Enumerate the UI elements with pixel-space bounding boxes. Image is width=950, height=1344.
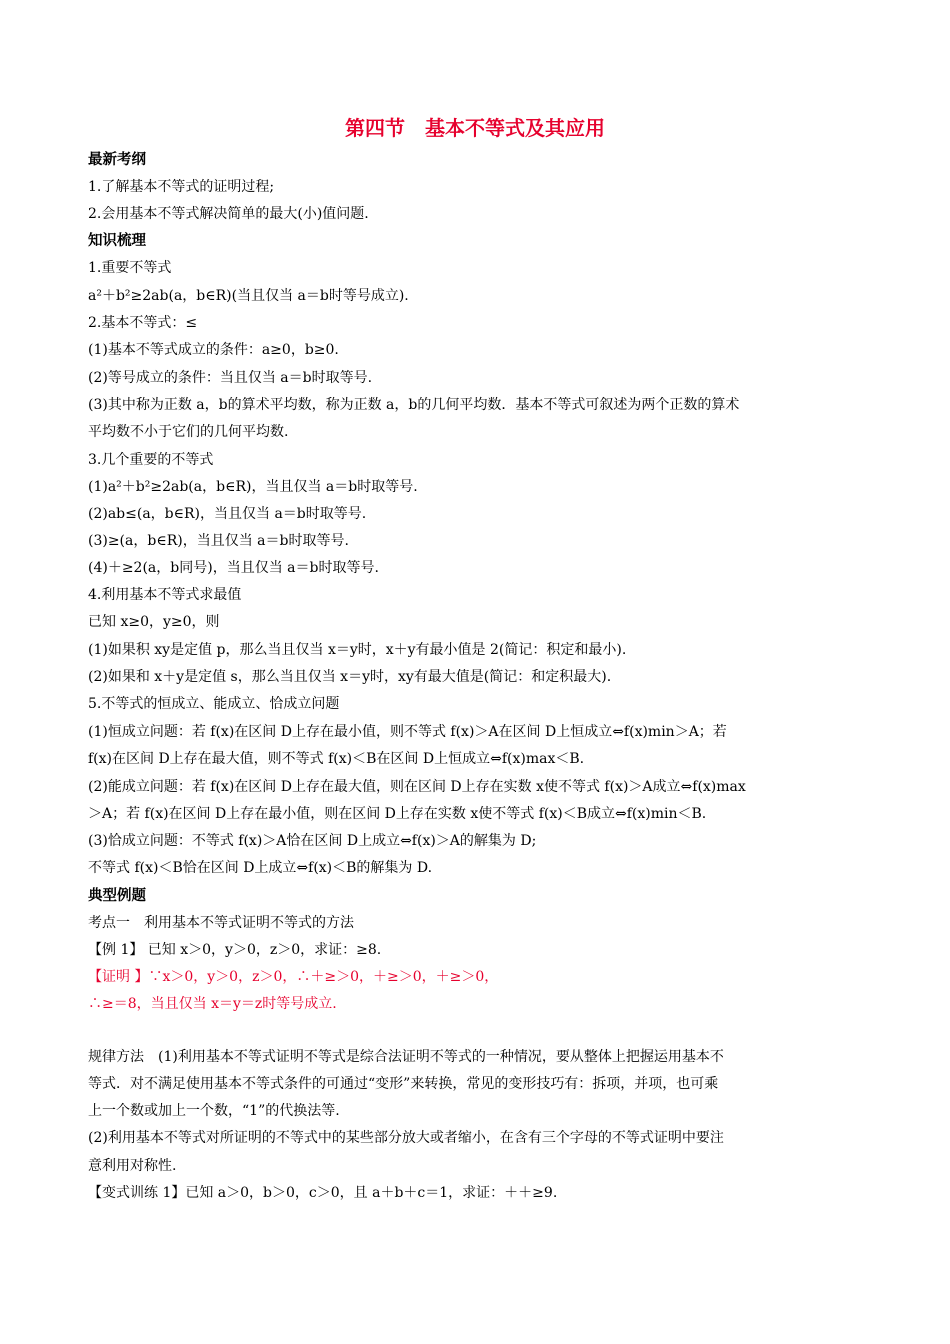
text-line: 意利用对称性. [88,1158,177,1174]
text-line: a²＋b²≥2ab(a，b∈R)(当且仅当 a＝b时等号成立). [88,288,409,304]
text-line: (2)ab≤(a，b∈R)，当且仅当 a＝b时取等号. [88,506,367,522]
text-line: 2.基本不等式：≤ [88,315,198,331]
text-line: 1.重要不等式 [88,260,172,276]
text-line: 3.几个重要的不等式 [88,452,214,468]
text-line: 5.不等式的恒成立、能成立、恰成立问题 [88,696,340,712]
text-line: 等式．对不满足使用基本不等式条件的可通过“变形”来转换，常见的变形技巧有：拆项，并项，也可乘 [88,1076,719,1092]
text-line: (2)如果和 x＋y是定值 s，那么当且仅当 x＝y时，xy有最大值是(简记：和定积最大). [88,669,612,685]
text-line: 【变式训练 1】已知 a＞0，b＞0，c＞0，且 a＋b＋c＝1，求证：＋＋≥9. [88,1185,558,1201]
text-line: 规律方法 (1)利用基本不等式证明不等式是综合法证明不等式的一种情况，要从整体上把握运用基本不 [88,1049,724,1065]
text-line: 已知 x≥0，y≥0，则 [88,614,220,630]
text-line: (2)等号成立的条件：当且仅当 a＝b时取等号. [88,370,373,386]
text-line: (1)恒成立问题：若 f(x)在区间 D上存在最小值，则不等式 f(x)＞A在区间 D上恒成立⇔f(x)min＞A；若 [88,724,727,740]
text-line: (1)如果积 xy是定值 p，那么当且仅当 x＝y时，x＋y有最小值是 2(简记：积定和最小). [88,642,627,658]
text-line: (1)基本不等式成立的条件：a≥0，b≥0. [88,342,339,358]
text-line: 考点一 利用基本不等式证明不等式的方法 [88,915,354,931]
text-line: 4.利用基本不等式求最值 [88,587,242,603]
text-line: (3)恰成立问题：不等式 f(x)＞A恰在区间 D上成立⇔f(x)＞A的解集为 D; [88,833,537,849]
section-heading: 最新考纲 [88,152,146,168]
text-line: ∴≥＝8，当且仅当 x＝y＝z时等号成立. [88,996,337,1012]
text-line: 1.了解基本不等式的证明过程; [88,179,275,195]
text-line: (3)≥(a，b∈R)，当且仅当 a＝b时取等号. [88,533,349,549]
text-line: 【证明 】∵x＞0，y＞0，z＞0，∴＋≥＞0，＋≥＞0，＋≥＞0， [88,969,499,985]
text-line: (3)其中称为正数 a，b的算术平均数，称为正数 a，b的几何平均数．基本不等式可叙述为两个正数的算术 [88,397,740,413]
text-line: (1)a²＋b²≥2ab(a，b∈R)，当且仅当 a＝b时取等号. [88,479,418,495]
text-line: 2.会用基本不等式解决简单的最大(小)值问题. [88,206,369,222]
text-line: f(x)在区间 D上存在最大值，则不等式 f(x)＜B在区间 D上恒成立⇔f(x)max＜B. [88,751,585,767]
text-line: 不等式 f(x)＜B恰在区间 D上成立⇔f(x)＜B的解集为 D. [88,860,433,876]
text-line: 平均数不小于它们的几何平均数. [88,424,289,440]
page-title: 第四节 基本不等式及其应用 [345,116,605,140]
text-line: 【例 1】 已知 x＞0，y＞0，z＞0，求证：≥8. [88,942,382,958]
text-line: (2)能成立问题：若 f(x)在区间 D上存在最大值，则在区间 D上存在实数 x使不等式 f(x)＞A成立⇔f(x)max [88,779,746,795]
section-heading: 知识梳理 [88,233,146,249]
text-line: (4)＋≥2(a，b同号)，当且仅当 a＝b时取等号. [88,560,379,576]
text-line: ＞A；若 f(x)在区间 D上存在最小值，则在区间 D上存在实数 x使不等式 f(x)＜B成立⇔f(x)min＜B. [88,806,707,822]
section-heading: 典型例题 [88,888,146,904]
text-line: 上一个数或加上一个数，“1”的代换法等. [88,1103,340,1119]
text-line: (2)利用基本不等式对所证明的不等式中的某些部分放大或者缩小，在含有三个字母的不等式证明中要注 [88,1130,724,1146]
